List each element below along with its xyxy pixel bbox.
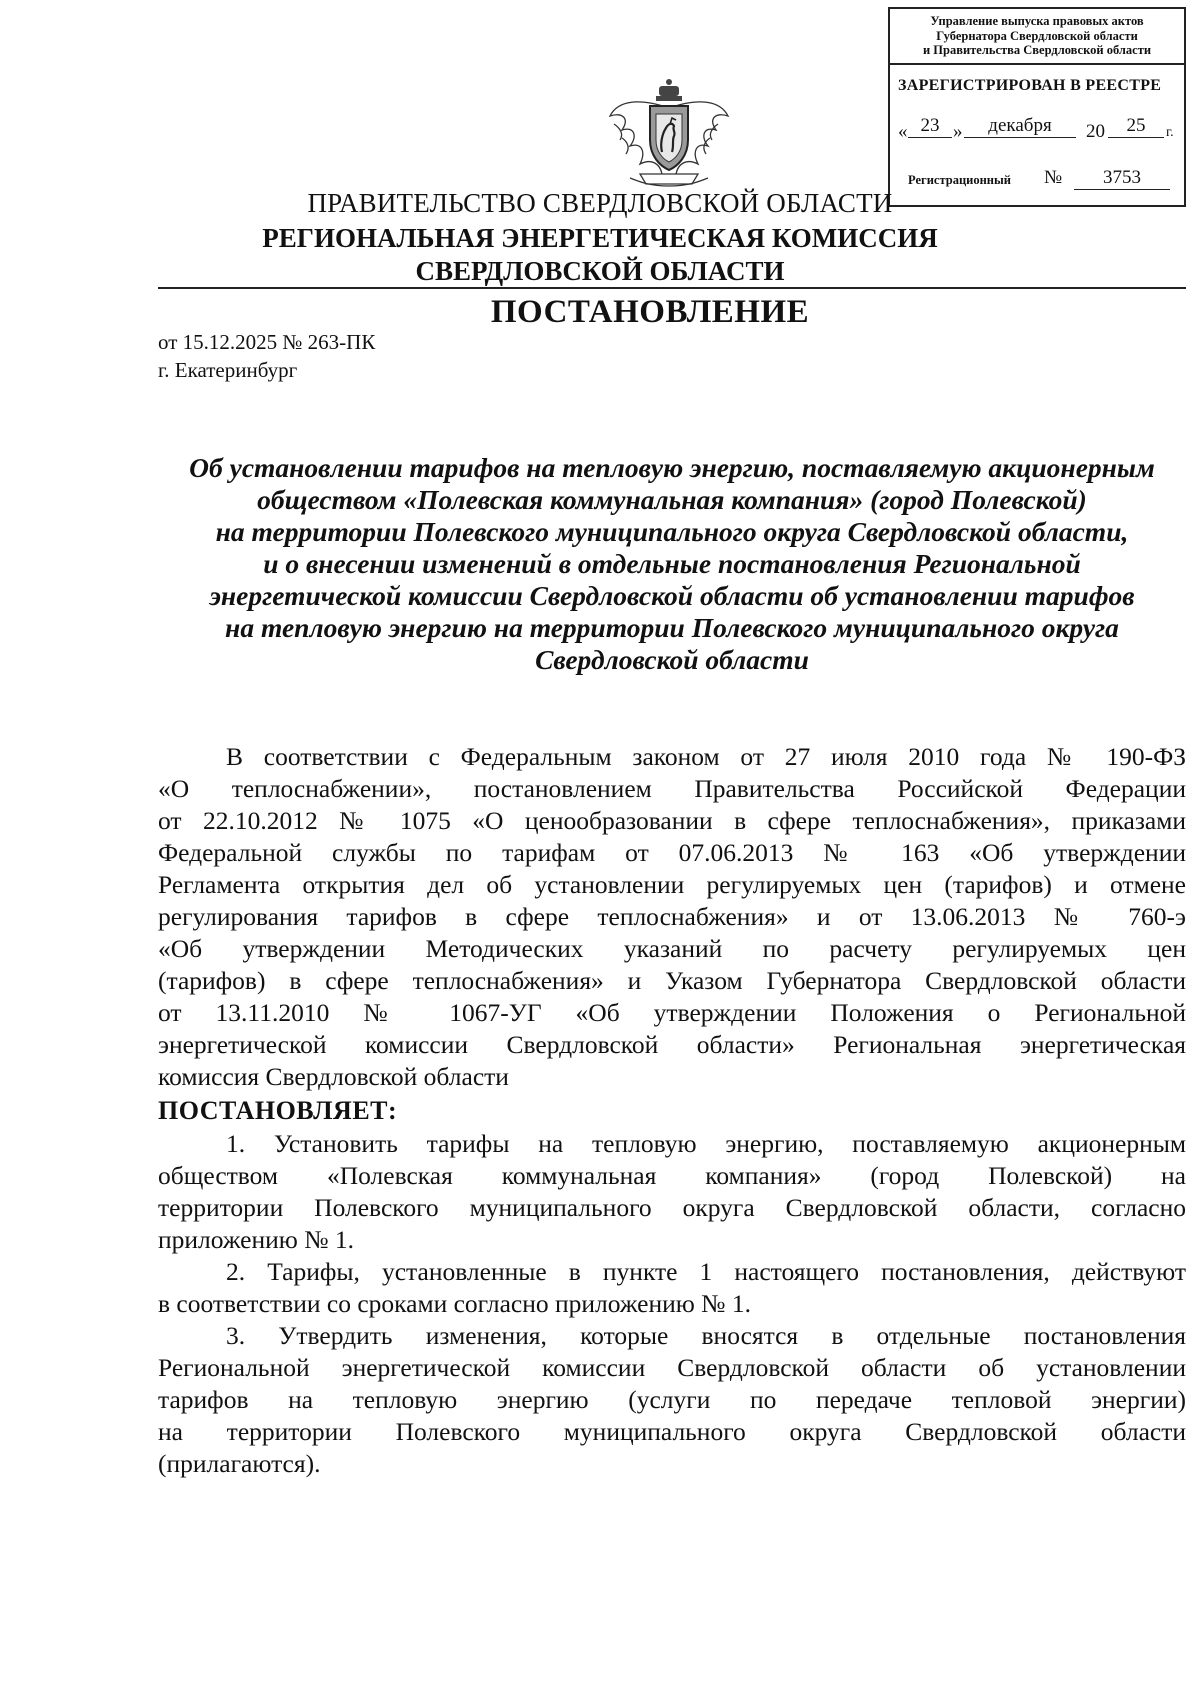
preamble-line: регулирования тарифов в сфере теплоснабжения» и от 13.06.2013 № 760-э	[158, 902, 1186, 931]
stamp-header-line: Управление выпуска правовых актов	[930, 14, 1144, 28]
document-date-number: от 15.12.2025 № 263-ПК	[158, 330, 376, 354]
preamble-line: «Об утверждении Методических указаний по расчету регулируемых цен	[158, 934, 1186, 963]
title-line: энергетической комиссии Свердловской области об установлении тарифов	[209, 580, 1135, 611]
registration-stamp	[888, 7, 1186, 207]
stamp-close-quote: »	[953, 121, 963, 142]
item-line: тарифов на тепловую энергию (услуги по передаче тепловой энергии)	[158, 1385, 1186, 1414]
resolution-items	[158, 1128, 1186, 1480]
item-line: 1. Установить тарифы на тепловую энергию, поставляемую акционерным	[226, 1129, 1186, 1158]
stamp-registered-label: ЗАРЕГИСТРИРОВАН В РЕЕСТРЕ	[898, 77, 1162, 94]
stamp-num-sign: №	[1044, 167, 1063, 188]
item-line: на территории Полевского муниципального округа Свердловской области	[158, 1417, 1186, 1446]
coat-of-arms-icon	[600, 78, 738, 190]
document-city: г. Екатеринбург	[158, 358, 298, 382]
title-line: Об установлении тарифов на тепловую энергию, поставляемую акционерным	[189, 452, 1155, 483]
stamp-day: 23	[908, 115, 952, 138]
preamble-line: «О теплоснабжении», постановлением Правительства Российской Федерации	[158, 774, 1186, 803]
stamp-header-line: и Правительства Свердловской области	[922, 43, 1152, 57]
item-line: 3. Утвердить изменения, которые вносятся в отдельные постановления	[226, 1321, 1186, 1350]
title-line: и о внесении изменений в отдельные постановления Региональной	[263, 548, 1081, 579]
document-title	[158, 452, 1186, 676]
preamble-line: от 22.10.2012 № 1075 «О ценообразовании в сфере теплоснабжения», приказами	[158, 806, 1186, 835]
item-line: в соответствии со сроками согласно приложению № 1.	[158, 1289, 752, 1318]
stamp-reg-number: 3753	[1074, 167, 1170, 190]
commission-name-line2: СВЕРДЛОВСКОЙ ОБЛАСТИ	[415, 256, 785, 286]
title-line: Свердловской области	[535, 644, 809, 675]
item-line: Региональной энергетической комиссии Свердловской области об установлении	[158, 1353, 1186, 1382]
preamble-line: Регламента открытия дел об установлении регулируемых цен (тарифов) и отмене	[158, 870, 1186, 899]
header-divider	[158, 287, 1186, 289]
stamp-header	[890, 9, 1184, 65]
item-line: 2. Тарифы, установленные в пункте 1 настоящего постановления, действуют	[226, 1257, 1186, 1286]
commission-name-line1: РЕГИОНАЛЬНАЯ ЭНЕРГЕТИЧЕСКАЯ КОМИССИЯ	[262, 223, 938, 253]
government-name: ПРАВИТЕЛЬСТВО СВЕРДЛОВСКОЙ ОБЛАСТИ	[307, 188, 893, 218]
preamble-line: (тарифов) в сфере теплоснабжения» и Указом Губернатора Свердловской области	[158, 966, 1186, 995]
stamp-date	[898, 115, 1183, 149]
decides-heading: ПОСТАНОВЛЯЕТ:	[158, 1096, 398, 1125]
stamp-year-suffix: 25	[1108, 115, 1164, 138]
stamp-year-prefix: 20	[1086, 121, 1105, 142]
item-line: приложению № 1.	[158, 1225, 355, 1254]
stamp-year-unit: г.	[1166, 125, 1174, 140]
preamble-line: В соответствии с Федеральным законом от 27 июля 2010 года № 190-ФЗ	[226, 742, 1186, 771]
preamble-line: энергетической комиссии Свердловской области» Региональная энергетическая	[158, 1030, 1186, 1059]
stamp-reg-label: Регистрационный	[908, 173, 1011, 187]
stamp-month: декабря	[964, 115, 1076, 138]
preamble-line: от 13.11.2010 № 1067-УГ «Об утверждении Положения о Региональной	[158, 998, 1186, 1027]
preamble-line: Федеральной службы по тарифам от 07.06.2013 № 163 «Об утверждении	[158, 838, 1186, 867]
item-line: территории Полевского муниципального округа Свердловской области, согласно	[158, 1193, 1186, 1222]
document-type: ПОСТАНОВЛЕНИЕ	[490, 294, 810, 330]
preamble-line: комиссия Свердловской области	[158, 1062, 509, 1091]
item-line: (прилагаются).	[158, 1449, 321, 1478]
title-line: обществом «Полевская коммунальная компания» (город Полевской)	[257, 484, 1087, 515]
title-line: на территории Полевского муниципального округа Свердловской области,	[215, 516, 1129, 547]
item-line: обществом «Полевская коммунальная компания» (город Полевской) на	[158, 1161, 1186, 1190]
preamble-paragraph	[158, 741, 1186, 1093]
stamp-header-line: Губернатора Свердловской области	[936, 28, 1138, 43]
stamp-open-quote: «	[898, 121, 908, 142]
title-line: на тепловую энергию на территории Полевского муниципального округа	[225, 612, 1119, 643]
